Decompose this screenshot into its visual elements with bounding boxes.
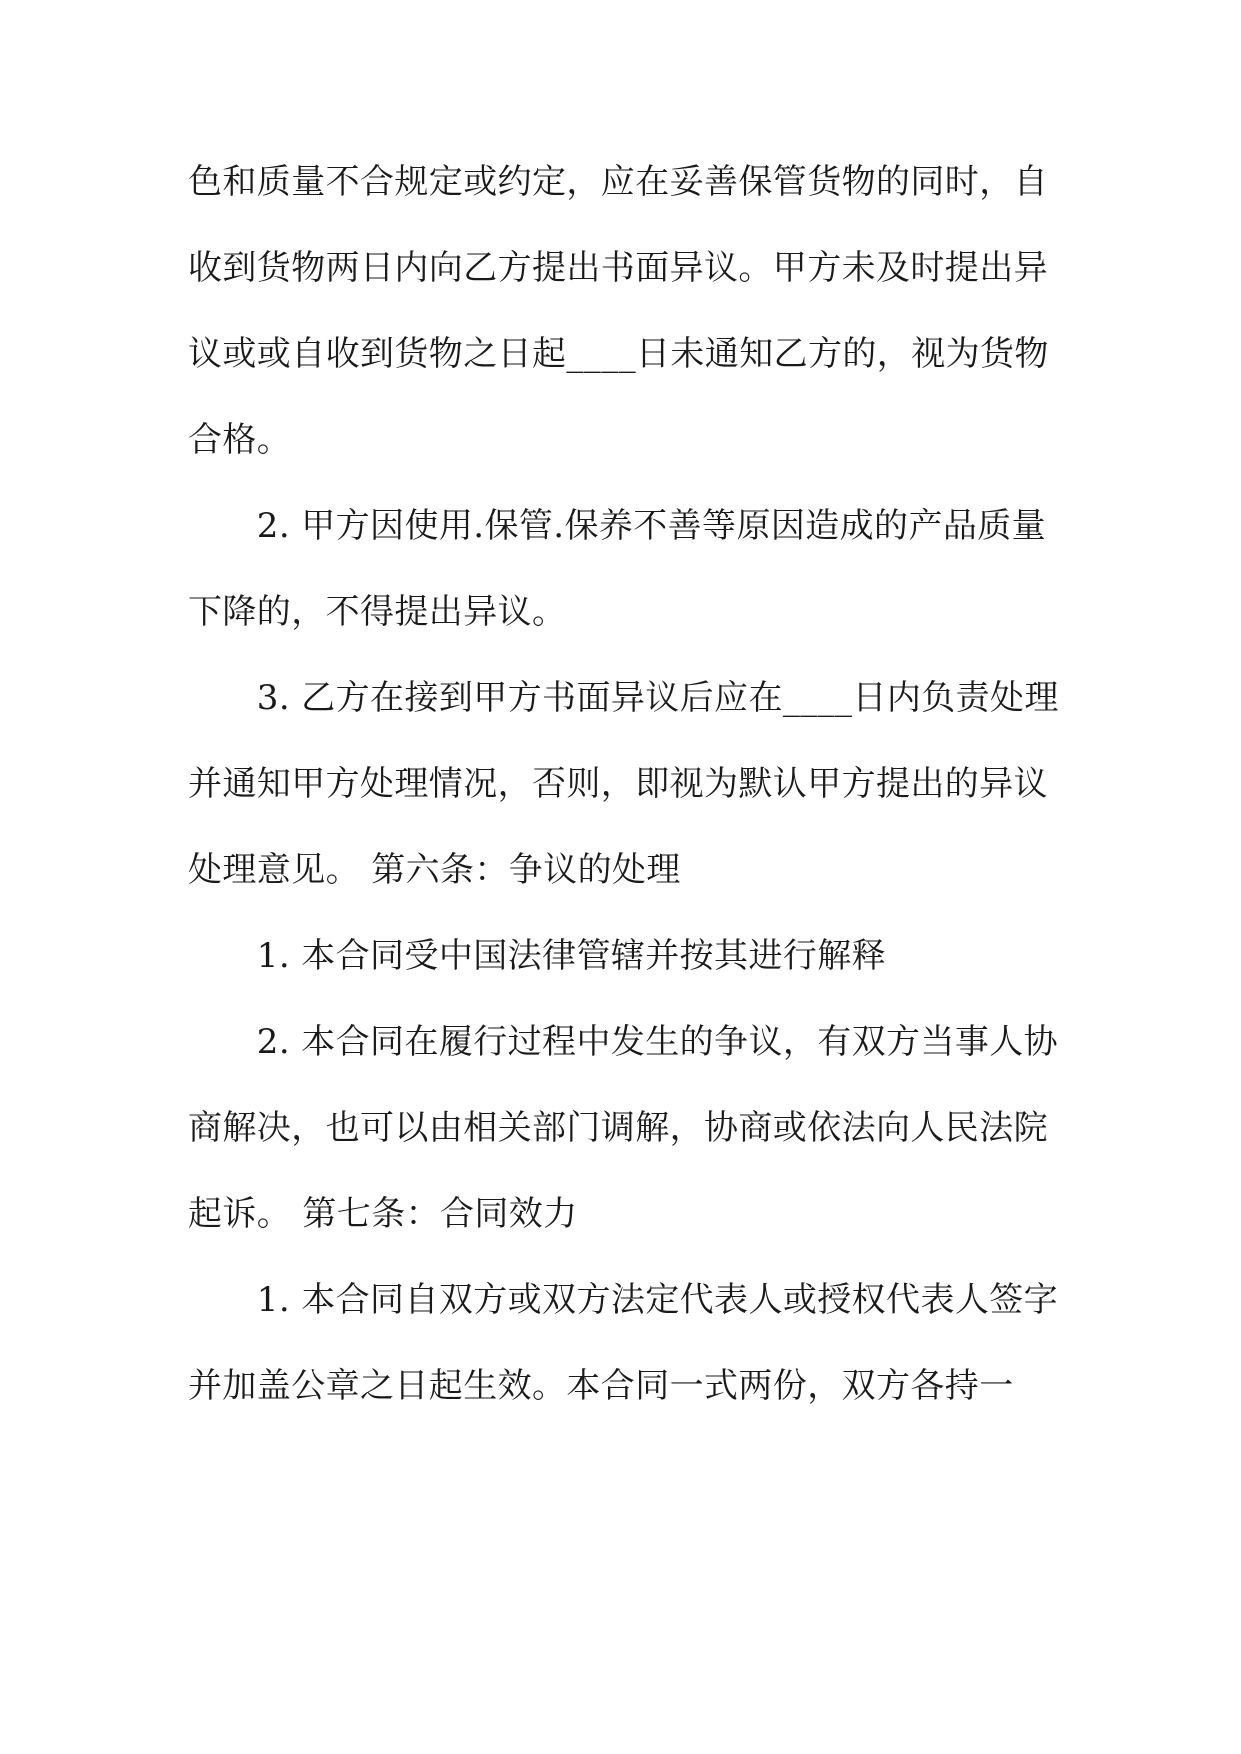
paragraph-line: 收到货物两日内向乙方提出书面异议。甲方未及时提出异: [188, 248, 1048, 288]
paragraph-line: 下降的，不得提出异议。: [188, 592, 567, 632]
paragraph-line: 3. 乙方在接到甲方书面异议后应在____日内负责处理: [188, 678, 1059, 718]
paragraph-line: 2. 甲方因使用.保管.保养不善等原因造成的产品质量: [188, 506, 1047, 546]
paragraph-line: 并通知甲方处理情况，否则，即视为默认甲方提出的异议: [188, 764, 1048, 804]
paragraph-line: 1. 本合同受中国法律管辖并按其进行解释: [188, 936, 887, 976]
paragraph-line: 1. 本合同自双方或双方法定代表人或授权代表人签字: [188, 1280, 1059, 1320]
paragraph-line: 色和质量不合规定或约定，应在妥善保管货物的同时，自: [188, 162, 1048, 202]
paragraph-line: 商解决，也可以由相关部门调解，协商或依法向人民法院: [188, 1108, 1048, 1148]
paragraph-line: 合格。: [188, 420, 292, 460]
paragraph-line: 处理意见。 第六条：争议的处理: [188, 850, 681, 890]
paragraph-line: 2. 本合同在履行过程中发生的争议，有双方当事人协: [188, 1022, 1059, 1062]
paragraph-line: 起诉。 第七条：合同效力: [188, 1194, 578, 1234]
paragraph-line: 议或或自收到货物之日起____日未通知乙方的，视为货物: [188, 334, 1049, 374]
paragraph-line: 并加盖公章之日起生效。本合同一式两份，双方各持一: [188, 1366, 1014, 1406]
